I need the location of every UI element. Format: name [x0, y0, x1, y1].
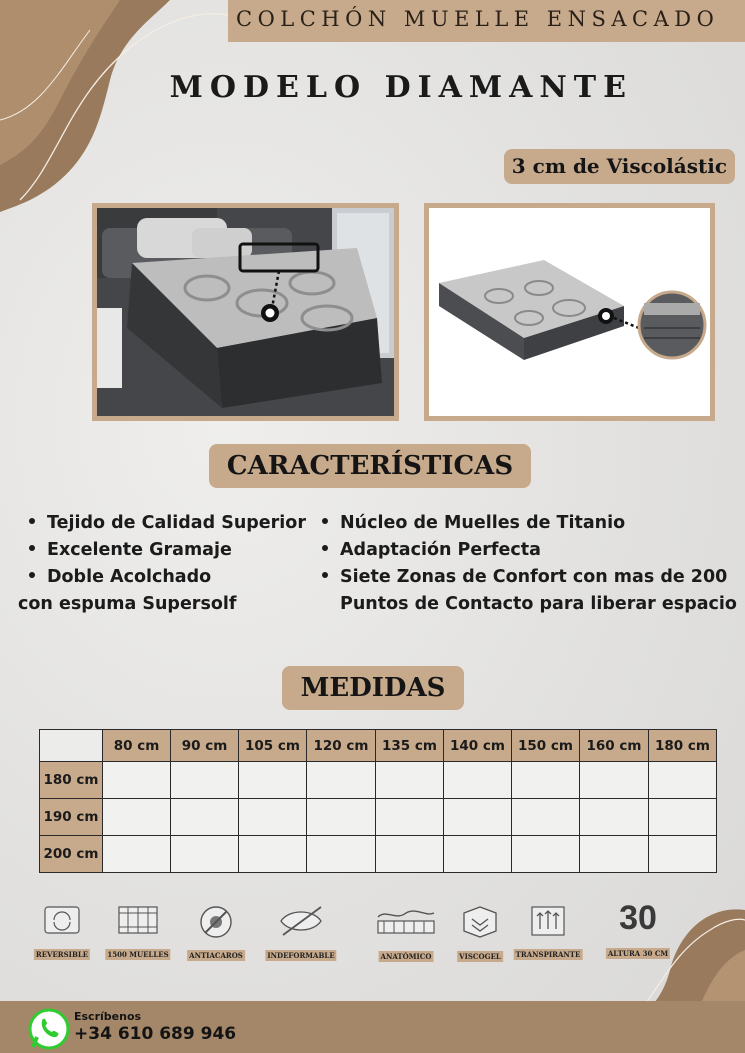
contact-block [74, 1010, 236, 1044]
table-cell [239, 799, 307, 836]
anti-mite-icon [196, 903, 236, 941]
table-cell [171, 762, 239, 799]
bullet-icon [29, 518, 35, 524]
list-item-continuation: con espuma Supersolf [18, 594, 237, 614]
bullet-icon [29, 545, 35, 551]
table-cell [580, 836, 649, 873]
table-cell [376, 799, 444, 836]
row-header: 200 cm [40, 836, 103, 873]
table-cell [444, 836, 512, 873]
product-type: COLCHÓN MUELLE ENSACADO [236, 7, 720, 31]
list-item: Excelente Gramaje [29, 540, 232, 560]
sizes-table [39, 729, 717, 873]
icon-label: REVERSIBLE [35, 950, 89, 959]
table-header-row [40, 730, 717, 762]
table-cell [649, 836, 717, 873]
icon-label: ANTIACAROS [189, 951, 243, 960]
column-header: 80 cm [103, 730, 171, 762]
column-header: 150 cm [512, 730, 580, 762]
column-header: 90 cm [171, 730, 239, 762]
feature-reversible [32, 903, 92, 959]
product-type-banner [228, 0, 745, 42]
icon-label: TRANSPIRANTE [515, 950, 581, 959]
reversible-icon [42, 903, 82, 939]
table-cell [649, 799, 717, 836]
table-cell [171, 836, 239, 873]
column-header: 140 cm [444, 730, 512, 762]
table-cell [239, 762, 307, 799]
table-cell [307, 799, 376, 836]
table-cell [376, 836, 444, 873]
features-heading: CARACTERÍSTICAS [209, 444, 531, 488]
bedroom-mattress-photo [92, 203, 399, 421]
feature-height [602, 898, 674, 958]
layer-badge: 3 cm de Viscolástic [504, 149, 735, 184]
column-header: 160 cm [580, 730, 649, 762]
breathable-icon [528, 903, 568, 939]
icon-label: ALTURA 30 CM [607, 949, 669, 958]
whatsapp-icon[interactable] [27, 1007, 71, 1051]
table-cell [307, 762, 376, 799]
table-cell [103, 836, 171, 873]
springs-icon [116, 903, 160, 939]
icon-label: 1500 MUELLES [107, 950, 169, 959]
list-item: Tejido de Calidad Superior [29, 513, 306, 533]
table-cell [580, 762, 649, 799]
list-item: Siete Zonas de Confort con mas de 200 [322, 567, 727, 587]
feature-anatomic [372, 903, 440, 961]
feature-non-deformable [266, 903, 336, 960]
feature-anti-mite [186, 903, 246, 960]
table-cell [444, 799, 512, 836]
feature-breathable [513, 903, 583, 959]
non-deformable-icon [273, 903, 329, 941]
table-row [40, 799, 717, 836]
contact-label: Escríbenos [74, 1010, 142, 1023]
bullet-icon [322, 518, 328, 524]
mattress-detail-photo [424, 203, 715, 421]
icon-label: INDEFORMABLE [267, 951, 335, 960]
height-icon: 30 [619, 899, 657, 937]
table-corner-cell [40, 730, 103, 762]
column-header: 105 cm [239, 730, 307, 762]
bullet-icon [322, 545, 328, 551]
column-header: 180 cm [649, 730, 717, 762]
table-cell [649, 762, 717, 799]
viscogel-icon [460, 903, 500, 941]
list-item: Núcleo de Muelles de Titanio [322, 513, 625, 533]
table-cell [512, 762, 580, 799]
table-cell [512, 799, 580, 836]
table-row [40, 762, 717, 799]
feature-viscogel [452, 903, 508, 961]
icon-label: ANATÓMICO [380, 952, 432, 961]
sizes-heading: MEDIDAS [282, 666, 464, 710]
icon-label: VISCOGEL [459, 952, 501, 961]
phone-number[interactable]: +34 610 689 946 [74, 1024, 237, 1044]
table-cell [239, 836, 307, 873]
list-item: Adaptación Perfecta [322, 540, 541, 560]
decorative-swirl-top-left [0, 0, 240, 220]
feature-springs [107, 903, 169, 959]
table-cell [512, 836, 580, 873]
bullet-icon [322, 572, 328, 578]
anatomic-icon [374, 903, 438, 941]
table-cell [376, 762, 444, 799]
bullet-icon [29, 572, 35, 578]
list-item-continuation: Puntos de Contacto para liberar espacio [340, 594, 737, 614]
table-cell [171, 799, 239, 836]
table-row [40, 836, 717, 873]
row-header: 180 cm [40, 762, 103, 799]
table-cell [307, 836, 376, 873]
list-item: Doble Acolchado [29, 567, 211, 587]
row-header: 190 cm [40, 799, 103, 836]
table-cell [444, 762, 512, 799]
table-cell [580, 799, 649, 836]
model-title: MODELO DIAMANTE [169, 70, 633, 105]
table-cell [103, 762, 171, 799]
column-header: 135 cm [376, 730, 444, 762]
table-cell [103, 799, 171, 836]
column-header: 120 cm [307, 730, 376, 762]
